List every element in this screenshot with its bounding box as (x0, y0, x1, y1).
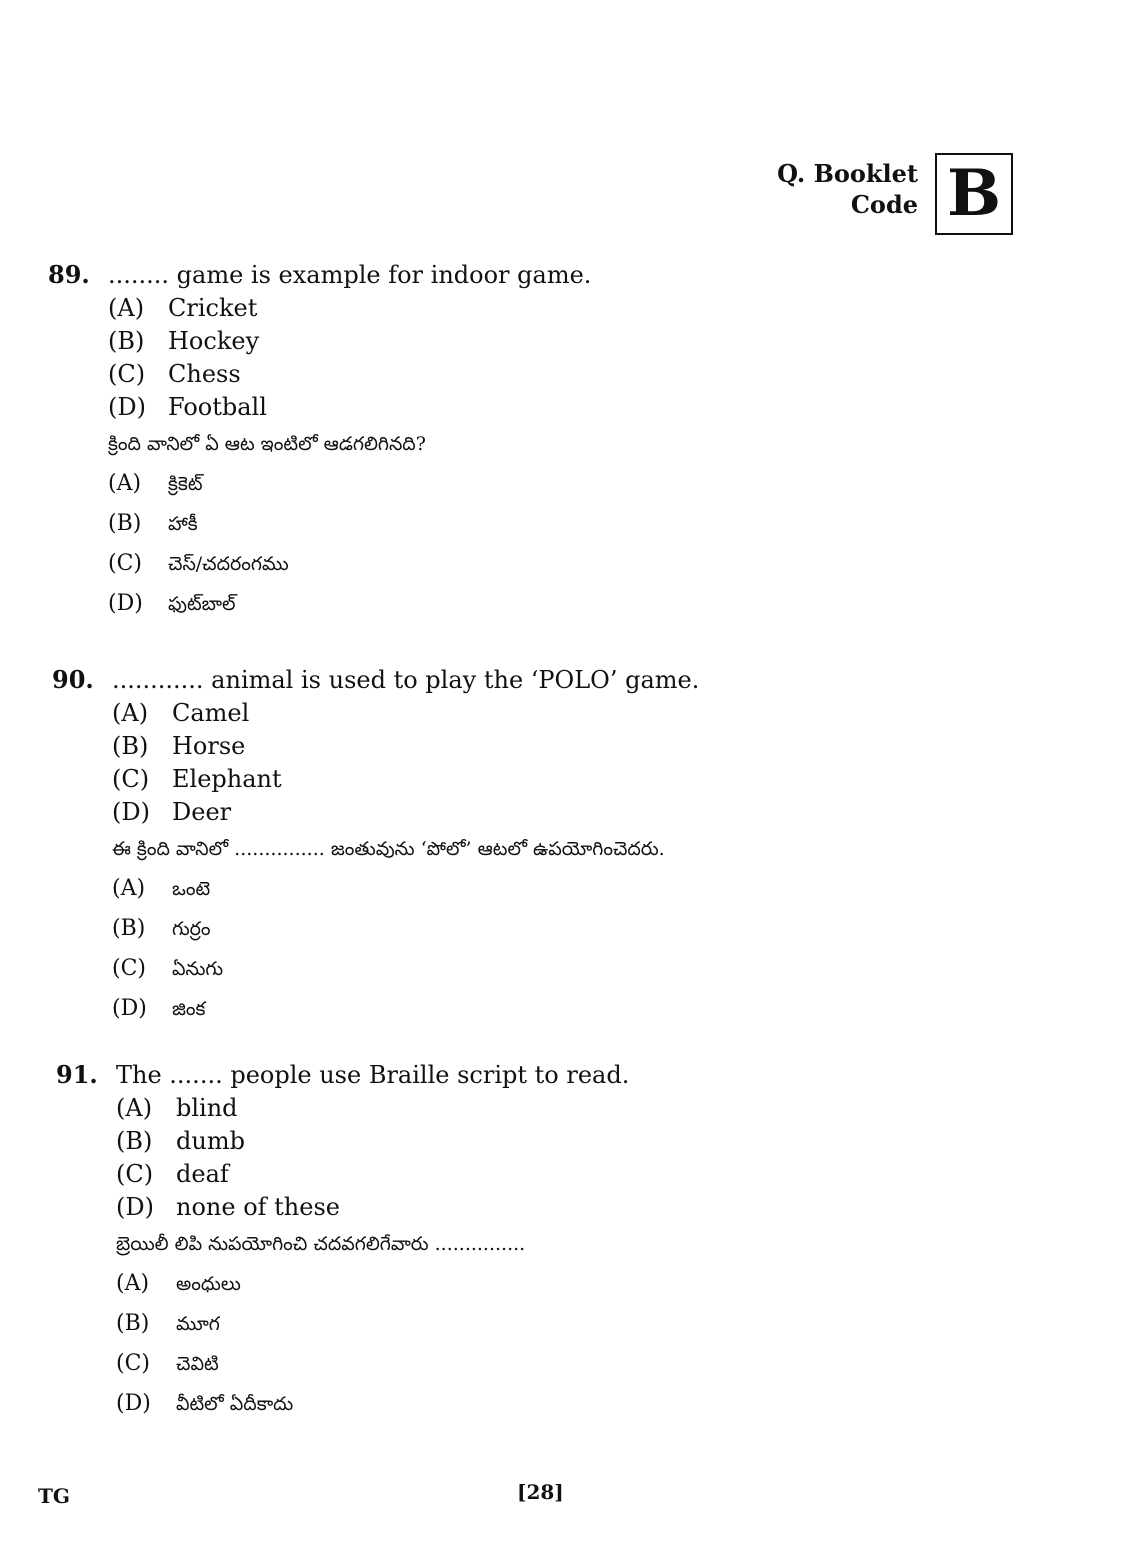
option-a (52, 697, 952, 730)
option-text: ఒంటె (172, 878, 211, 900)
option-text: మూగ (176, 1313, 220, 1335)
telugu-option-d (52, 989, 952, 1029)
option-text: జింక (172, 998, 206, 1020)
option-d (56, 1191, 956, 1224)
option-text: blind (176, 1094, 238, 1122)
question-text: ............ animal is used to play the ‘POLO’ game. (112, 666, 700, 694)
option-label: (A) (112, 699, 149, 727)
telugu-option-c (52, 949, 952, 989)
telugu-question-text: క్రింది వానిలో ఏ ఆట ఇంటిలో ఆడగలిగినది? (108, 433, 426, 455)
option-label: (D) (108, 591, 143, 616)
option-label: (B) (116, 1127, 153, 1155)
booklet-label-line2: Code (850, 190, 918, 219)
option-label: (C) (116, 1351, 150, 1376)
option-label: (D) (112, 996, 147, 1021)
telugu-question-text: ఈ క్రింది వానిలో ............... జంతువును ‘పోలో’ ఆటలో ఉపయోగించెదరు. (112, 838, 665, 860)
option-text: Chess (168, 360, 241, 388)
option-b (48, 325, 948, 358)
option-c (48, 358, 948, 391)
telugu-option-b (52, 909, 952, 949)
option-text: Camel (172, 699, 250, 727)
option-label: (C) (108, 551, 142, 576)
telugu-option-a (48, 464, 948, 504)
question-90 (52, 663, 952, 1029)
question-number: 90. (52, 665, 94, 694)
page-number: [28] (517, 1480, 564, 1504)
option-text: హాకీ (168, 513, 198, 535)
telugu-question-text: బ్రెయిలీ లిపి నుపయోగించి చదవగలిగేవారు ............... (116, 1233, 526, 1255)
telugu-option-d (48, 584, 948, 624)
option-label: (A) (108, 294, 145, 322)
option-text: Cricket (168, 294, 258, 322)
option-text: none of these (176, 1193, 340, 1221)
option-label: (B) (108, 327, 145, 355)
option-label: (D) (112, 798, 150, 826)
telugu-option-b (48, 504, 948, 544)
option-label: (C) (112, 956, 146, 981)
telugu-option-c (48, 544, 948, 584)
question-91 (56, 1058, 956, 1424)
option-c (56, 1158, 956, 1191)
telugu-option-d (56, 1384, 956, 1424)
option-text: ఫుట్‌బాల్ (168, 593, 236, 615)
option-text: చెస్/చదరంగము (168, 553, 289, 575)
footer-series-code: TG (38, 1484, 70, 1508)
option-label: (B) (112, 916, 146, 941)
option-d (52, 796, 952, 829)
booklet-code: B (946, 156, 1002, 231)
option-label: (D) (116, 1391, 151, 1416)
option-text: ఏనుగు (172, 958, 224, 980)
telugu-option-c (56, 1344, 956, 1384)
question-line (56, 1058, 956, 1092)
option-label: (D) (116, 1193, 154, 1221)
option-label: (C) (112, 765, 150, 793)
booklet-label-line1: Q. Booklet (777, 159, 918, 188)
option-label: (B) (112, 732, 149, 760)
option-text: గుర్రం (172, 918, 211, 940)
telugu-option-b (56, 1304, 956, 1344)
question-number: 91. (56, 1060, 98, 1089)
option-text: క్రికెట్ (168, 473, 203, 495)
option-b (52, 730, 952, 763)
option-text: Elephant (172, 765, 282, 793)
option-a (56, 1092, 956, 1125)
option-text: వీటిలో ఏదీకాదు (176, 1393, 294, 1415)
option-label: (A) (108, 471, 142, 496)
question-text: The ....... people use Braille script to read. (116, 1061, 630, 1089)
option-label: (C) (108, 360, 146, 388)
option-text: చెవిటి (176, 1353, 219, 1375)
booklet-code-box (935, 153, 1013, 235)
question-89 (48, 258, 948, 624)
option-c (52, 763, 952, 796)
option-label: (B) (116, 1311, 150, 1336)
option-label: (B) (108, 511, 142, 536)
option-text: deaf (176, 1160, 229, 1188)
option-label: (A) (112, 876, 146, 901)
telugu-option-a (56, 1264, 956, 1304)
question-line (52, 663, 952, 697)
option-label: (A) (116, 1094, 153, 1122)
telugu-option-a (52, 869, 952, 909)
option-text: Football (168, 393, 267, 421)
option-label: (D) (108, 393, 146, 421)
option-label: (C) (116, 1160, 154, 1188)
option-a (48, 292, 948, 325)
question-number: 89. (48, 260, 90, 289)
booklet-code-label (777, 158, 918, 220)
option-text: అంధులు (176, 1273, 241, 1295)
question-text: ........ game is example for indoor game. (108, 261, 592, 289)
option-text: Deer (172, 798, 232, 826)
option-b (56, 1125, 956, 1158)
option-d (48, 391, 948, 424)
option-text: Horse (172, 732, 246, 760)
option-label: (A) (116, 1271, 150, 1296)
question-line (48, 258, 948, 292)
option-text: dumb (176, 1127, 245, 1155)
option-text: Hockey (168, 327, 260, 355)
